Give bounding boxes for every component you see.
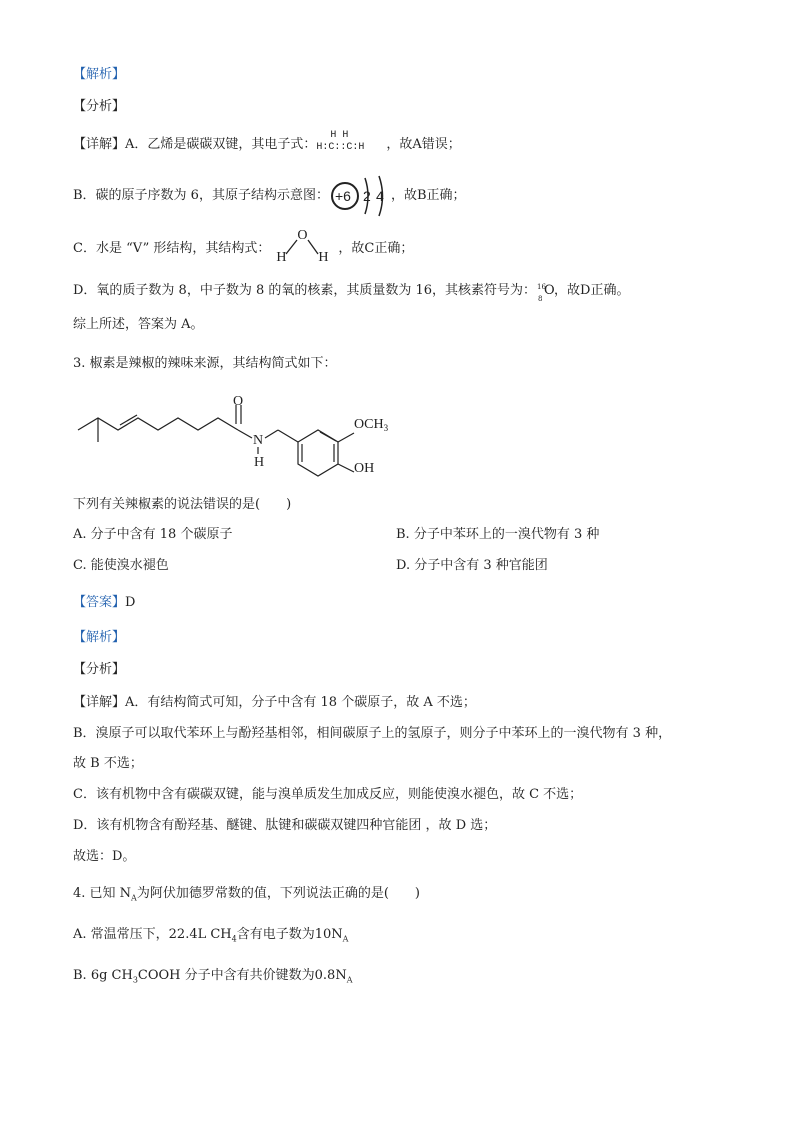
q2-c-tail: ，故C正确； [338, 241, 414, 256]
q4-a-mid: 含有电子数为10N [236, 927, 343, 942]
q4-b-pre: B. 6g CH [73, 968, 133, 983]
fenxi-heading: 【分析】 [73, 99, 126, 114]
shell-1-count: 2 [362, 188, 371, 204]
water-structural-formula [270, 228, 338, 265]
q2-summary: 综上所述，答案为 A。 [73, 317, 204, 332]
q3-detail-a-text: A．有结构简式可知，分子中含有 18 个碳原子，故 A 不选； [125, 695, 476, 710]
ethylene-formula: H:C::C:H [316, 142, 365, 153]
water-hydrogen-right: H [318, 250, 329, 265]
shell-2-count: 4 [375, 188, 384, 204]
methoxy-och: OCH [354, 417, 384, 432]
q4-a-sub: 4 [231, 934, 237, 944]
q4-b-sub: 3 [132, 975, 138, 985]
q3-detail-b1: B．溴原子可以取代苯环上与酚羟基相邻，相间碳原子上的氢原子，则分子中苯环上的一溴代物有 3 种， [73, 726, 672, 741]
carbon-atom-structure-diagram [329, 187, 391, 205]
q4-b-sub2: A [346, 975, 353, 985]
nuclide-symbol: O [544, 283, 555, 298]
answer-value: D [125, 595, 136, 610]
methoxy-subscript: 3 [383, 423, 389, 433]
detail-tag: 【详解】 [73, 137, 126, 152]
q4-b-mid: COOH 分子中含有共价键数为0.8N [137, 968, 347, 983]
q3-answer [73, 594, 135, 612]
amide-nitrogen-label: N [253, 433, 264, 448]
q2-d-text: D．氧的质子数为 8，中子数为 8 的氧的核素，其质量数为 16，其核素符号为： [73, 283, 537, 298]
amide-hydrogen-label: H [254, 455, 265, 470]
q4-a-pre: A. 常温常压下，22.4L CH [73, 927, 232, 942]
jiexi-heading: 【解析】 [73, 67, 126, 82]
q3-jiexi-heading: 【解析】 [73, 630, 126, 645]
q2-b-text: B．碳的原子序数为 6，其原子结构示意图： [73, 188, 329, 203]
q3-question: 下列有关辣椒素的说法错误的是( ) [73, 497, 292, 512]
q2-a-text: A．乙烯是碳碳双键，其电子式： [125, 137, 317, 152]
q3-option-a: A. 分子中含有 18 个碳原子 [73, 527, 233, 542]
nuclide-atomic-number: 8 [538, 295, 543, 303]
water-hydrogen-left: H [276, 250, 287, 265]
q3-detail-d: D．该有机物含有酚羟基、醚键、肽键和碳碳双键四种官能团 ，故 D 选； [73, 818, 497, 833]
q2-a-tail: ，故A错误； [386, 137, 461, 152]
q4-a-sub2: A [342, 934, 349, 944]
q2-option-b-explanation [73, 187, 466, 205]
q4-option-a [73, 926, 348, 949]
carbonyl-oxygen-label: O [233, 394, 244, 409]
q3-detail-b2: 故 B 不选； [73, 756, 143, 771]
q3-option-b: B. 分子中苯环上的一溴代物有 3 种 [396, 527, 600, 542]
oxygen-16-nuclide [536, 282, 555, 303]
q3-stem: 3. 椒素是辣椒的辣味来源，其结构简式如下： [73, 356, 337, 371]
q2-option-c-explanation [73, 228, 414, 265]
capsaicin-structure [72, 392, 402, 482]
hydroxyl-label: OH [354, 461, 375, 476]
q4-stem [73, 885, 420, 908]
q4-stem-pre: 4. 已知 N [73, 886, 132, 901]
ethylene-electron-formula [316, 130, 386, 154]
answer-tag: 【答案】 [73, 595, 126, 610]
q2-d-tail: ，故D正确。 [554, 283, 630, 298]
q2-option-d-explanation [73, 282, 630, 303]
q2-b-tail: ，故B正确； [390, 188, 466, 203]
q3-conclusion: 故选：D。 [73, 849, 136, 864]
q2-c-text: C．水是 “V” 形结构，其结构式： [73, 241, 271, 256]
q3-option-c: C. 能使溴水褪色 [73, 558, 169, 573]
q2-option-a-explanation [73, 130, 461, 154]
q4-stem-post: 为阿伏加德罗常数的值，下列说法正确的是( ) [136, 886, 420, 901]
q3-option-d: D. 分子中含有 3 种官能团 [396, 558, 548, 573]
q3-detail-c: C．该有机物中含有碳碳双键，能与溴单质发生加成反应，则能使溴水褪色，故 C 不选； [73, 787, 583, 802]
q3-fenxi-heading: 【分析】 [73, 662, 126, 677]
q3-detail-tag: 【详解】 [73, 695, 126, 710]
water-oxygen: O [297, 228, 308, 243]
q3-detail-a [73, 694, 476, 712]
q4-option-b [73, 967, 352, 990]
nucleus-charge: +6 [334, 188, 351, 204]
methoxy-label [354, 417, 389, 433]
ethylene-h-top: H H [330, 130, 349, 141]
nuclide-mass-number: 16 [537, 283, 546, 291]
q4-stem-sub: A [131, 893, 137, 903]
